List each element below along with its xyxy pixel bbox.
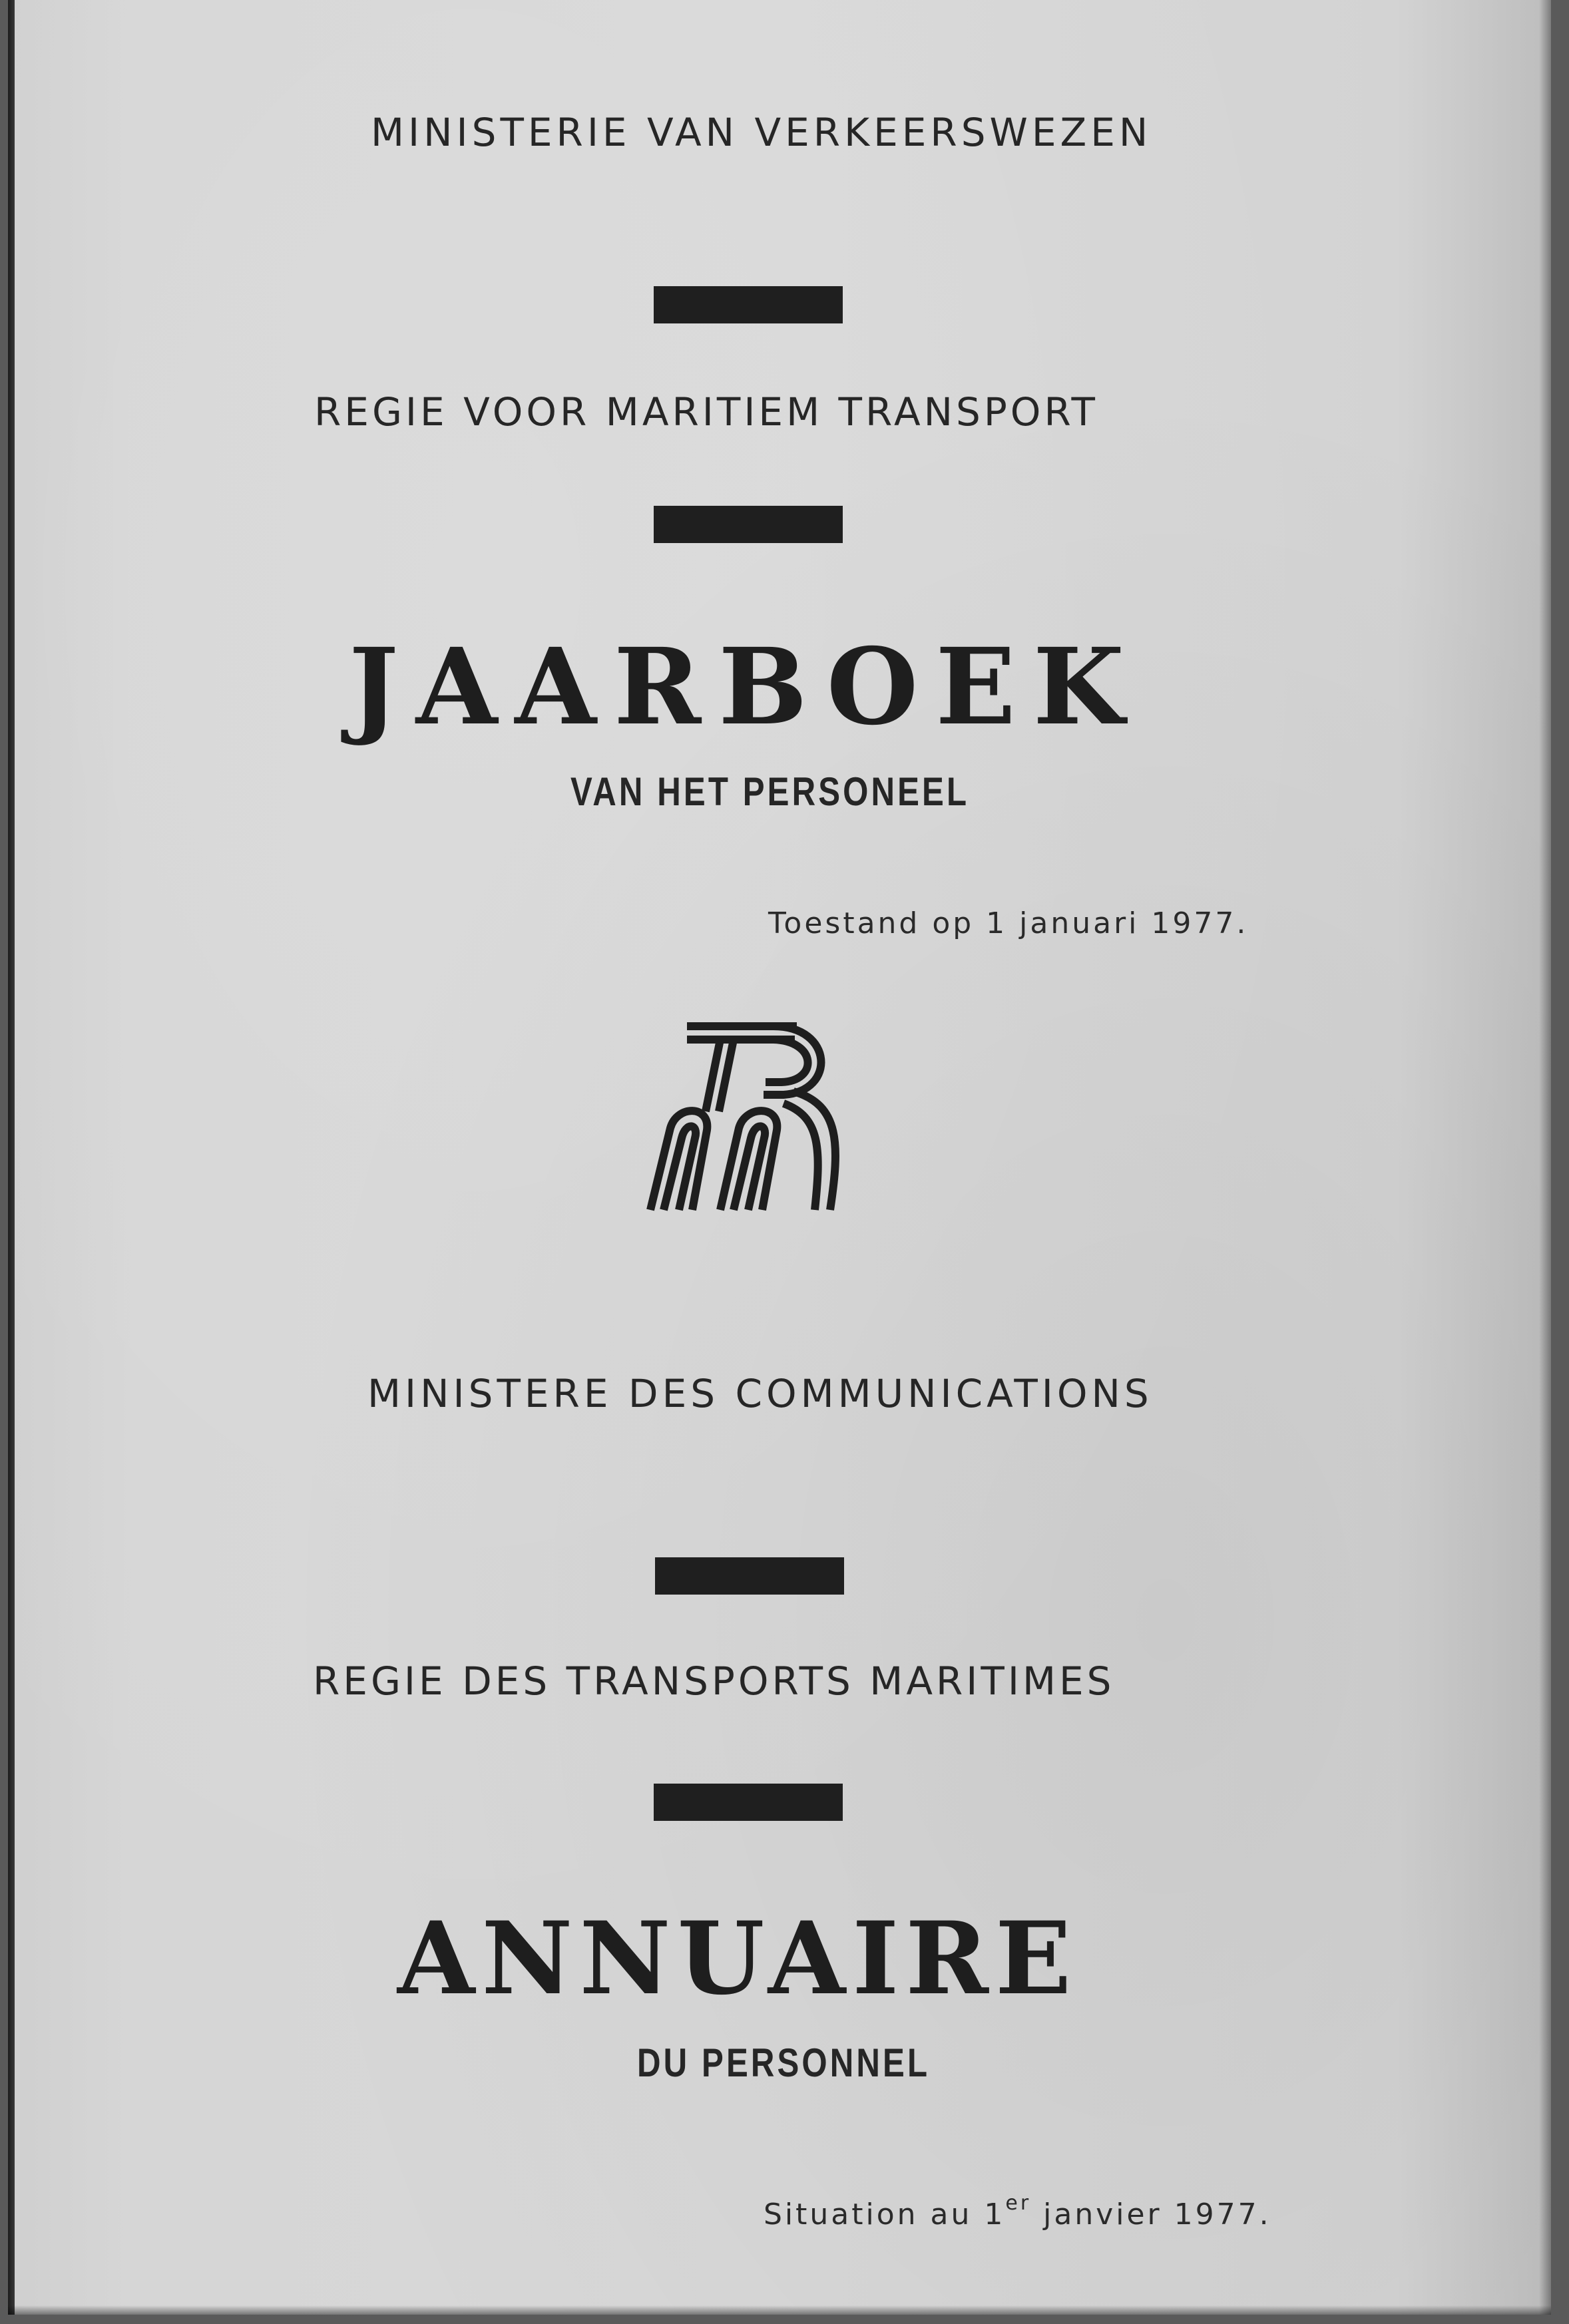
date-fr [764,2192,1271,2231]
divider-bar [654,286,843,323]
regie-fr: REGIE DES TRANSPORTS MARITIMES [313,1658,1115,1704]
title-nl: JAARBOEK [349,626,1142,749]
subtitle-fr: DU PERSONNEL [637,2040,931,2085]
date-fr-superscript: er [1005,2192,1032,2215]
divider-bar [655,1557,844,1595]
page-bottom-shadow [8,2305,1551,2315]
binding-spine [8,0,15,2315]
ministry-nl: MINISTERIE VAN VERKEERSWEZEN [371,110,1152,155]
regie-nl: REGIE VOOR MARITIEM TRANSPORT [314,389,1098,435]
divider-bar [654,506,843,543]
title-fr: ANNUAIRE [397,1900,1078,2017]
cover-page [8,0,1551,2315]
date-fr-prefix: Situation au 1 [764,2198,1006,2231]
ministry-fr: MINISTERE DES COMMUNICATIONS [367,1371,1153,1416]
divider-bar [654,1784,843,1821]
date-fr-suffix: janvier 1977. [1031,2198,1271,2231]
rmt-monogram-logo [640,1012,860,1211]
page-edge-shadow [1539,0,1551,2315]
subtitle-nl: VAN HET PERSONEEL [570,769,970,814]
date-nl: Toestand op 1 januari 1977. [768,906,1249,940]
